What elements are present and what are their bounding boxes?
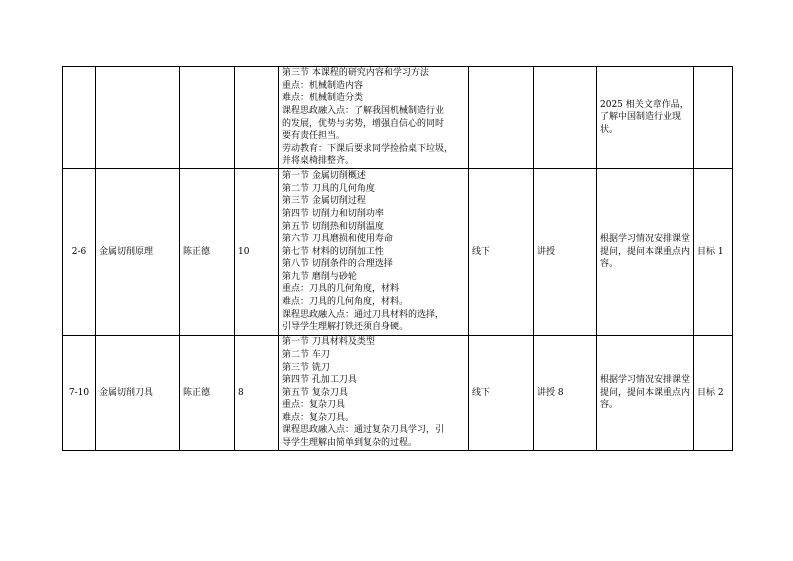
content-line: 难点：刀具的几何角度，材料。 [282,297,409,308]
content-line: 第二节 刀具的几何角度 [282,183,375,194]
assignment-cell: 根据学习情况安排课堂提问，提问本课重点内容。 [597,169,694,336]
content-line: 课程思政融入点：通过复杂刀具学习，引 [282,425,445,436]
content-line: 导学生理解由简单到复杂的过程。 [282,438,418,449]
mode-cell [469,67,534,169]
content-line: 重点：机械制造内容 [282,80,364,91]
assignment-cell: 2025 相关文章作品，了解中国制造行业现状。 [597,67,694,169]
mode-cell: 线下 [469,169,534,336]
content-line: 第六节 刀具磨损和使用寿命 [282,234,393,245]
topic-cell: 金属切削原理 [96,169,180,336]
goal-cell [694,67,733,169]
content-cell [279,67,469,169]
table-row [63,67,733,169]
content-line: 第三节 金属切削过程 [282,196,366,207]
schedule-table [62,66,733,451]
content-line: 第一节 刀具材料及类型 [282,337,375,348]
content-line: 课程思政融入点：了解我国机械制造行业 [282,105,445,116]
content-line: 要有责任担当。 [282,131,346,142]
content-line: 课程思政融入点：通过刀具材料的选择， [282,309,445,320]
content-line: 第七节 材料的切削加工性 [282,246,384,257]
content-line: 第四节 孔加工刀具 [282,375,357,386]
content-line: 劳动教育：下课后要求同学捡拾桌下垃圾， [282,143,454,154]
teacher-cell: 陈正德 [180,336,235,451]
table-row [63,336,733,451]
teacher-cell: 陈正德 [180,169,235,336]
content-line: 难点：复杂刀具。 [282,412,355,423]
content-line: 重点：刀具的几何角度，材料 [282,284,400,295]
method-cell: 讲授 8 [534,336,597,451]
weeks-cell: 2-6 [63,169,96,336]
content-line: 第三节 铣刀 [282,362,330,373]
content-line: 第一节 金属切削概述 [282,171,366,182]
content-line: 并将桌椅排整齐。 [282,156,355,167]
hours-cell: 8 [235,336,279,451]
content-line: 引导学生理解打铁还须自身硬。 [282,322,409,333]
table-row [63,169,733,336]
method-cell: 讲授 [534,169,597,336]
teacher-cell [180,67,235,169]
content-line: 重点：复杂刀具 [282,400,346,411]
goal-cell: 目标 2 [694,336,733,451]
topic-cell [96,67,180,169]
content-line: 的发展，优势与劣势，增强自信心的同时 [282,118,445,129]
content-line: 第三节 本课程的研究内容和学习方法 [282,68,429,79]
topic-cell: 金属切削刀具 [96,336,180,451]
weeks-cell [63,67,96,169]
goal-cell: 目标 1 [694,169,733,336]
hours-cell [235,67,279,169]
hours-cell: 10 [235,169,279,336]
content-line: 第九节 磨削与砂轮 [282,271,357,282]
method-cell [534,67,597,169]
content-line: 第五节 切削热和切削温度 [282,221,384,232]
mode-cell: 线下 [469,336,534,451]
content-line: 第二节 车刀 [282,349,330,360]
content-cell [279,169,469,336]
content-line: 第五节 复杂刀具 [282,387,348,398]
content-line: 第四节 切削力和切削功率 [282,208,384,219]
assignment-cell: 根据学习情况安排课堂提问，提问本课重点内容。 [597,336,694,451]
weeks-cell: 7-10 [63,336,96,451]
content-cell [279,336,469,451]
content-line: 难点：机械制造分类 [282,93,364,104]
content-line: 第八节 切削条件的合理选择 [282,259,393,270]
